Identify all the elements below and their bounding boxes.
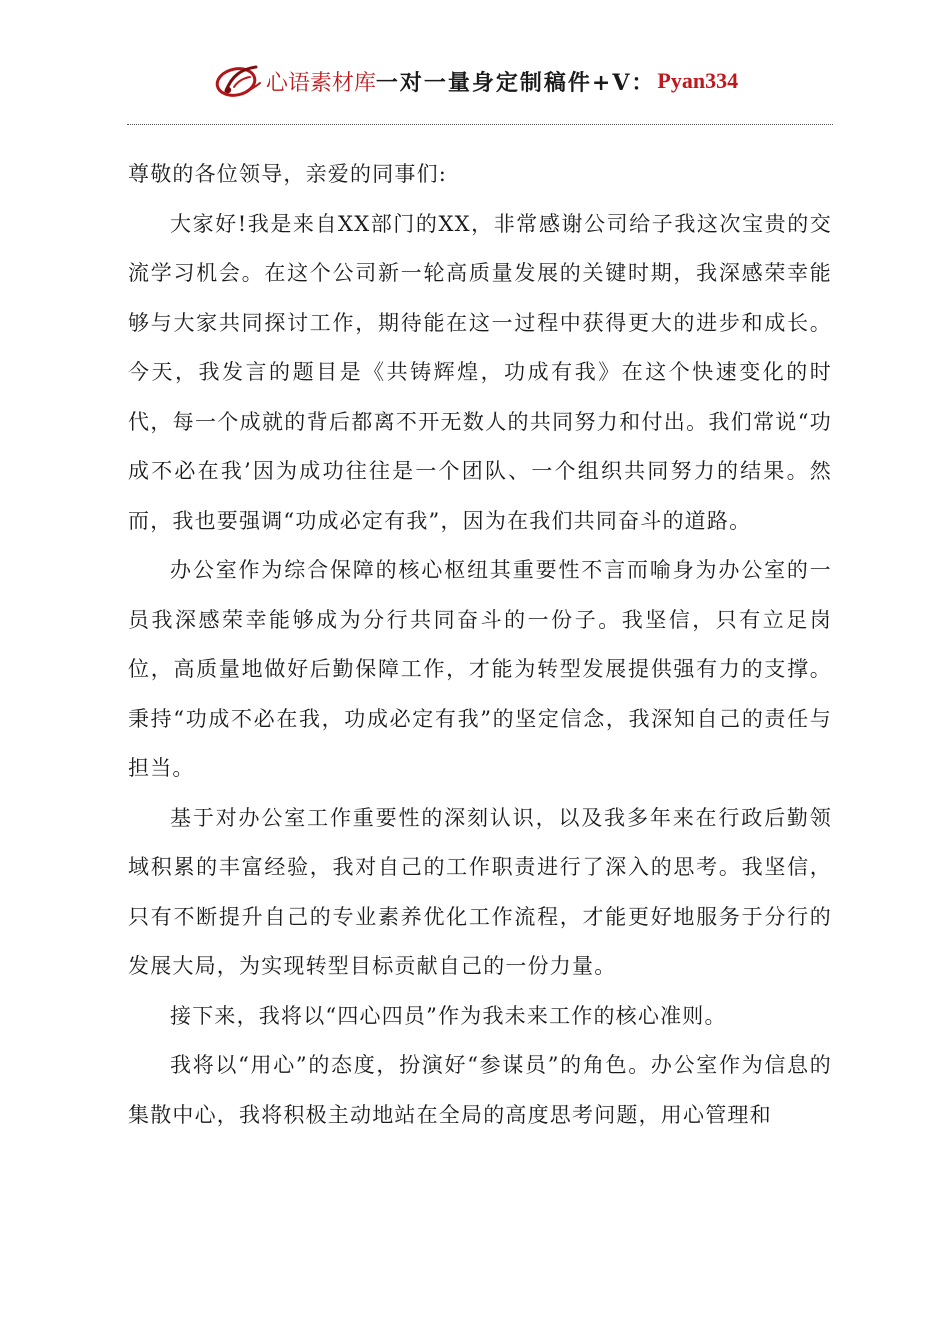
paragraph-office-role: 办公室作为综合保障的核心枢纽其重要性不言而喻身为办公室的一员我深感荣幸能够成为分行共同奋斗的一份子。我坚信，只有立足岗位，高质量地做好后勤保障工作，才能为转型发展提供强有力的支撑。秉持“功成不必在我，功成必定有我”的坚定信念，我深知自己的责任与担当。 [128,558,832,780]
paragraph-advisor-role: 我将以“用心”的态度，扮演好“参谋员”的角色。办公室作为信息的集散中心，我将积极主动地站在全局的高度思考问题，用心管理和 [128,1053,832,1127]
page-header [0,58,950,104]
paragraph-intro: 大家好!我是来自XX部门的XX，非常感谢公司给子我这次宝贵的交流学习机会。在这个公司新一轮高质量发展的关键时期，我深感荣幸能够与大家共同探讨工作，期待能在这一过程中获得更大的进步和成长。今天，我发言的题目是《共铸辉煌，功成有我》在这个快速变化的时代，每一个成就的背后都离不开无数人的共同努力和付出。我们常说“功成不必在我’因为成功往往是一个团队、一个组织共同努力的结果。然而，我也要强调“功成必定有我”，因为在我们共同奋斗的道路。 [128,211,832,533]
header-banner [212,61,738,101]
paragraph-reflection: 基于对办公室工作重要性的深刻认识，以及我多年来在行政后勤领域积累的丰富经验，我对自己的工作职责进行了深入的思考。我坚信，只有不断提升自己的专业素养优化工作流程，才能更好地服务于分行的发展大局，为实现转型目标贡献自己的一份力量。 [128,805,832,978]
header-contact-id: Pyan334 [657,68,739,93]
brand-logo-icon [212,61,264,101]
brand-name: 心语素材库 [265,70,376,96]
header-slogan: 一对一量身定制稿件+V： [375,69,656,96]
header-divider [127,124,833,125]
paragraph-four-principles: 接下来，我将以“四心四员”作为我未来工作的核心准则。 [170,1003,727,1028]
document-body [128,150,832,1140]
greeting: 尊敬的各位领导，亲爱的同事们: [128,162,448,186]
